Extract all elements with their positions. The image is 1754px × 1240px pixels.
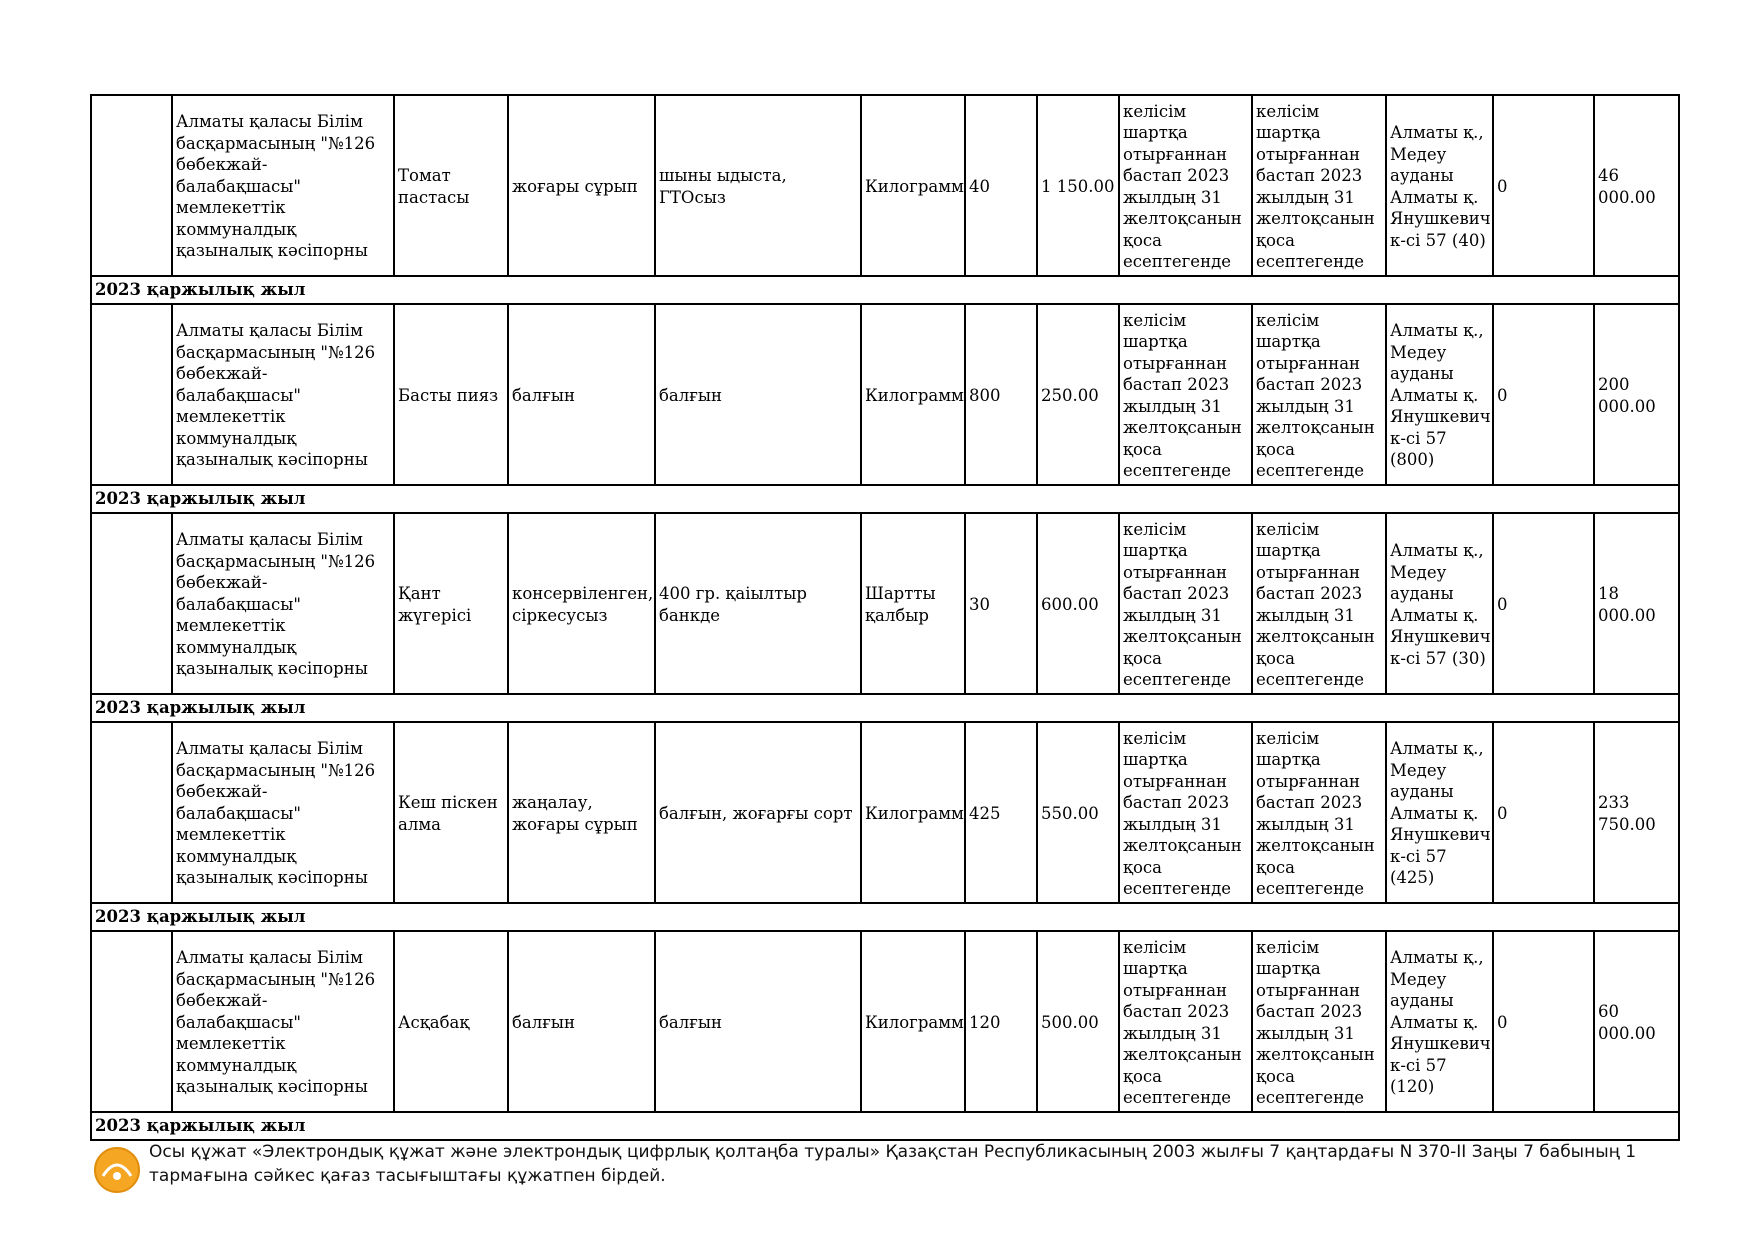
cell-org: Алматы қаласы Білім басқармасының "№126 бөбекжай-балабақшасы" мемлекеттік коммуналдық қазыналық кәсіпорны [172, 513, 394, 694]
cell-total: 18 000.00 [1594, 513, 1679, 694]
cell-product: Басты пияз [394, 304, 508, 485]
cell-qty: 40 [965, 95, 1037, 276]
footer [93, 1140, 1693, 1200]
cell-num [91, 513, 172, 694]
cell-term2: келісім шартқа отырғаннан бастап 2023 жылдың 31 желтоқсанын қоса есептегенде [1252, 513, 1386, 694]
cell-unit: Килограмм [861, 304, 965, 485]
fiscal-year-label: 2023 қаржылық жыл [91, 1112, 1679, 1140]
cell-total: 46 000.00 [1594, 95, 1679, 276]
cell-extra: балғын [655, 304, 861, 485]
cell-qty: 800 [965, 304, 1037, 485]
cell-term1: келісім шартқа отырғаннан бастап 2023 жылдың 31 желтоқсанын қоса есептегенде [1119, 95, 1252, 276]
cell-term1: келісім шартқа отырғаннан бастап 2023 жылдың 31 желтоқсанын қоса есептегенде [1119, 513, 1252, 694]
procurement-table [90, 94, 1680, 1141]
cell-extra: балғын [655, 931, 861, 1112]
cell-price: 600.00 [1037, 513, 1119, 694]
cell-term1: келісім шартқа отырғаннан бастап 2023 жылдың 31 желтоқсанын қоса есептегенде [1119, 722, 1252, 903]
table-row [91, 513, 1679, 694]
cell-advance: 0 [1493, 513, 1594, 694]
cell-org: Алматы қаласы Білім басқармасының "№126 бөбекжай-балабақшасы" мемлекеттік коммуналдық қазыналық кәсіпорны [172, 931, 394, 1112]
cell-qty: 425 [965, 722, 1037, 903]
cell-advance: 0 [1493, 931, 1594, 1112]
fiscal-year-row [91, 276, 1679, 304]
cell-term1: келісім шартқа отырғаннан бастап 2023 жылдың 31 желтоқсанын қоса есептегенде [1119, 304, 1252, 485]
cell-unit: Шартты қалбыр [861, 513, 965, 694]
fiscal-year-row [91, 1112, 1679, 1140]
cell-price: 1 150.00 [1037, 95, 1119, 276]
cell-num [91, 95, 172, 276]
cell-spec: жоғары сұрып [508, 95, 655, 276]
cell-spec: консервіленген, сіркесусыз [508, 513, 655, 694]
cell-price: 500.00 [1037, 931, 1119, 1112]
cell-place: Алматы қ., Медеу ауданы Алматы қ. Янушкевич к-сі 57 (800) [1386, 304, 1493, 485]
table-row [91, 931, 1679, 1112]
cell-price: 250.00 [1037, 304, 1119, 485]
procurement-table-page [90, 94, 1678, 1146]
cell-spec: балғын [508, 931, 655, 1112]
fiscal-year-row [91, 485, 1679, 513]
fiscal-year-label: 2023 қаржылық жыл [91, 903, 1679, 931]
cell-org: Алматы қаласы Білім басқармасының "№126 бөбекжай-балабақшасы" мемлекеттік коммуналдық қазыналық кәсіпорны [172, 304, 394, 485]
cell-extra: балғын, жоғарғы сорт [655, 722, 861, 903]
cell-unit: Килограмм [861, 95, 965, 276]
table-row [91, 95, 1679, 276]
cell-spec: жаңалау, жоғары сұрып [508, 722, 655, 903]
cell-place: Алматы қ., Медеу ауданы Алматы қ. Янушкевич к-сі 57 (40) [1386, 95, 1493, 276]
cell-extra: шыны ыдыста, ГТОсыз [655, 95, 861, 276]
cell-advance: 0 [1493, 722, 1594, 903]
cell-total: 233 750.00 [1594, 722, 1679, 903]
egov-seal-icon [93, 1146, 141, 1194]
cell-unit: Килограмм [861, 722, 965, 903]
fiscal-year-label: 2023 қаржылық жыл [91, 485, 1679, 513]
table-row [91, 722, 1679, 903]
fiscal-year-label: 2023 қаржылық жыл [91, 276, 1679, 304]
cell-qty: 120 [965, 931, 1037, 1112]
cell-product: Қант жүгерісі [394, 513, 508, 694]
cell-org: Алматы қаласы Білім басқармасының "№126 бөбекжай-балабақшасы" мемлекеттік коммуналдық қазыналық кәсіпорны [172, 95, 394, 276]
cell-extra: 400 гр. қаіылтыр банкде [655, 513, 861, 694]
cell-place: Алматы қ., Медеу ауданы Алматы қ. Янушкевич к-сі 57 (120) [1386, 931, 1493, 1112]
footer-legal-text: Осы құжат «Электрондық құжат және электрондық цифрлық қолтаңба туралы» Қазақстан Республикасының 2003 жылғы 7 қаңтардағы N 370-II Заңы 7 бабының 1 тармағына сәйкес қағаз тасығыштағы құжатпен бірдей. [149, 1142, 1637, 1186]
cell-unit: Килограмм [861, 931, 965, 1112]
cell-org: Алматы қаласы Білім басқармасының "№126 бөбекжай-балабақшасы" мемлекеттік коммуналдық қазыналық кәсіпорны [172, 722, 394, 903]
fiscal-year-row [91, 694, 1679, 722]
cell-place: Алматы қ., Медеу ауданы Алматы қ. Янушкевич к-сі 57 (30) [1386, 513, 1493, 694]
cell-advance: 0 [1493, 95, 1594, 276]
cell-term2: келісім шартқа отырғаннан бастап 2023 жылдың 31 желтоқсанын қоса есептегенде [1252, 722, 1386, 903]
cell-place: Алматы қ., Медеу ауданы Алматы қ. Янушкевич к-сі 57 (425) [1386, 722, 1493, 903]
cell-product: Томат пастасы [394, 95, 508, 276]
cell-product: Кеш піскен алма [394, 722, 508, 903]
cell-spec: балғын [508, 304, 655, 485]
cell-total: 200 000.00 [1594, 304, 1679, 485]
cell-price: 550.00 [1037, 722, 1119, 903]
cell-advance: 0 [1493, 304, 1594, 485]
cell-term2: келісім шартқа отырғаннан бастап 2023 жылдың 31 желтоқсанын қоса есептегенде [1252, 304, 1386, 485]
cell-term2: келісім шартқа отырғаннан бастап 2023 жылдың 31 желтоқсанын қоса есептегенде [1252, 95, 1386, 276]
cell-total: 60 000.00 [1594, 931, 1679, 1112]
cell-term2: келісім шартқа отырғаннан бастап 2023 жылдың 31 желтоқсанын қоса есептегенде [1252, 931, 1386, 1112]
cell-product: Асқабақ [394, 931, 508, 1112]
fiscal-year-label: 2023 қаржылық жыл [91, 694, 1679, 722]
cell-term1: келісім шартқа отырғаннан бастап 2023 жылдың 31 желтоқсанын қоса есептегенде [1119, 931, 1252, 1112]
fiscal-year-row [91, 903, 1679, 931]
cell-qty: 30 [965, 513, 1037, 694]
cell-num [91, 304, 172, 485]
cell-num [91, 722, 172, 903]
table-row [91, 304, 1679, 485]
cell-num [91, 931, 172, 1112]
